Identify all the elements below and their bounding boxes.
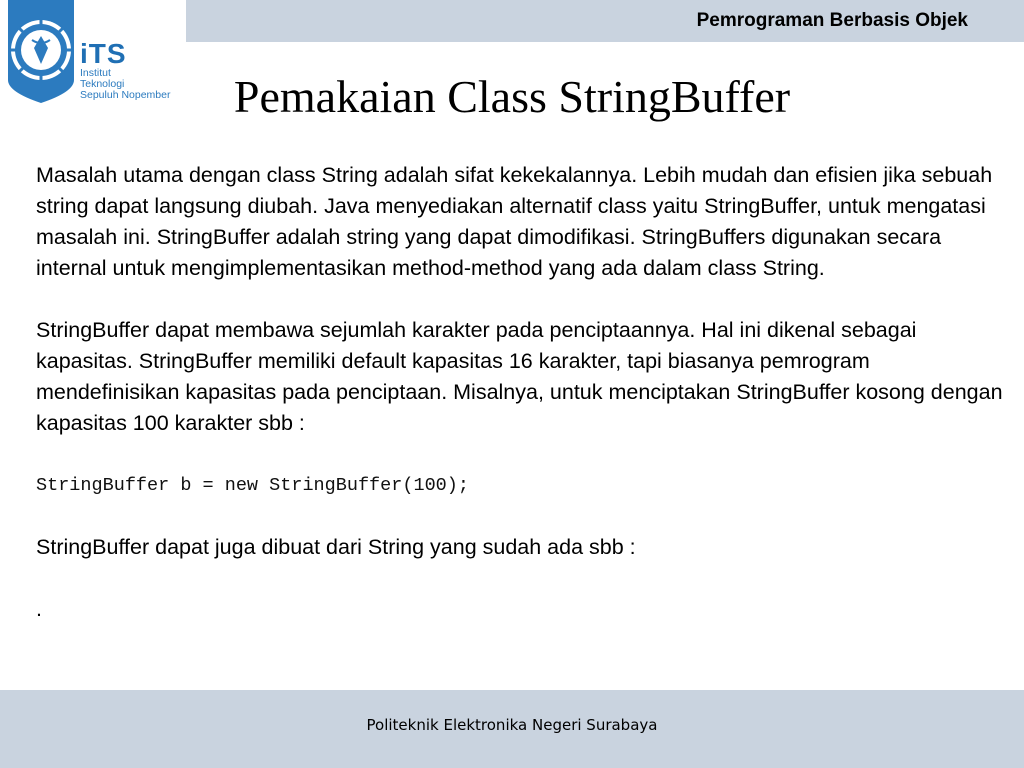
paragraph-1: Masalah utama dengan class String adalah sifat kekekalannya. Lebih mudah dan efisien jika sebuah string dapat langsung diubah. Java menyediakan alternatif class yaitu StringBuffer, untuk mengatasi masalah ini. StringBuffer adalah string yang dapat dimodifikasi. StringBuffers digunakan secara internal untuk mengimplementasikan method-method yang ada dalam class String. xyxy=(36,163,993,280)
course-title: Pemrograman Berbasis Objek xyxy=(696,10,968,31)
paragraph-2: StringBuffer dapat membawa sejumlah karakter pada penciptaannya. Hal ini dikenal sebagai kapasitas. StringBuffer memiliki default kapasitas 16 karakter, tapi biasanya pemrogram mendefinisikan kapasitas pada penciptaan. Misalnya, untuk menciptakan StringBuffer kosong dengan kapasitas 100 karakter sbb : xyxy=(36,318,1003,435)
logo-line-1: Institut xyxy=(80,67,111,79)
footer-institution: Politeknik Elektronika Negeri Surabaya xyxy=(366,716,658,734)
code-snippet: StringBuffer b = new StringBuffer(100); xyxy=(36,475,469,496)
paragraph-3: StringBuffer dapat juga dibuat dari String yang sudah ada sbb : xyxy=(36,535,636,559)
logo-line-2: Teknologi xyxy=(80,78,125,90)
header-bar xyxy=(186,0,1024,42)
logo-line-3: Sepuluh Nopember xyxy=(80,89,171,101)
slide-body xyxy=(36,160,1011,656)
footer-bar xyxy=(0,690,1024,768)
logo-abbr: iTS xyxy=(80,38,127,69)
trailing-dot: . xyxy=(36,597,42,621)
slide-title: Pemakaian Class StringBuffer xyxy=(233,71,791,122)
